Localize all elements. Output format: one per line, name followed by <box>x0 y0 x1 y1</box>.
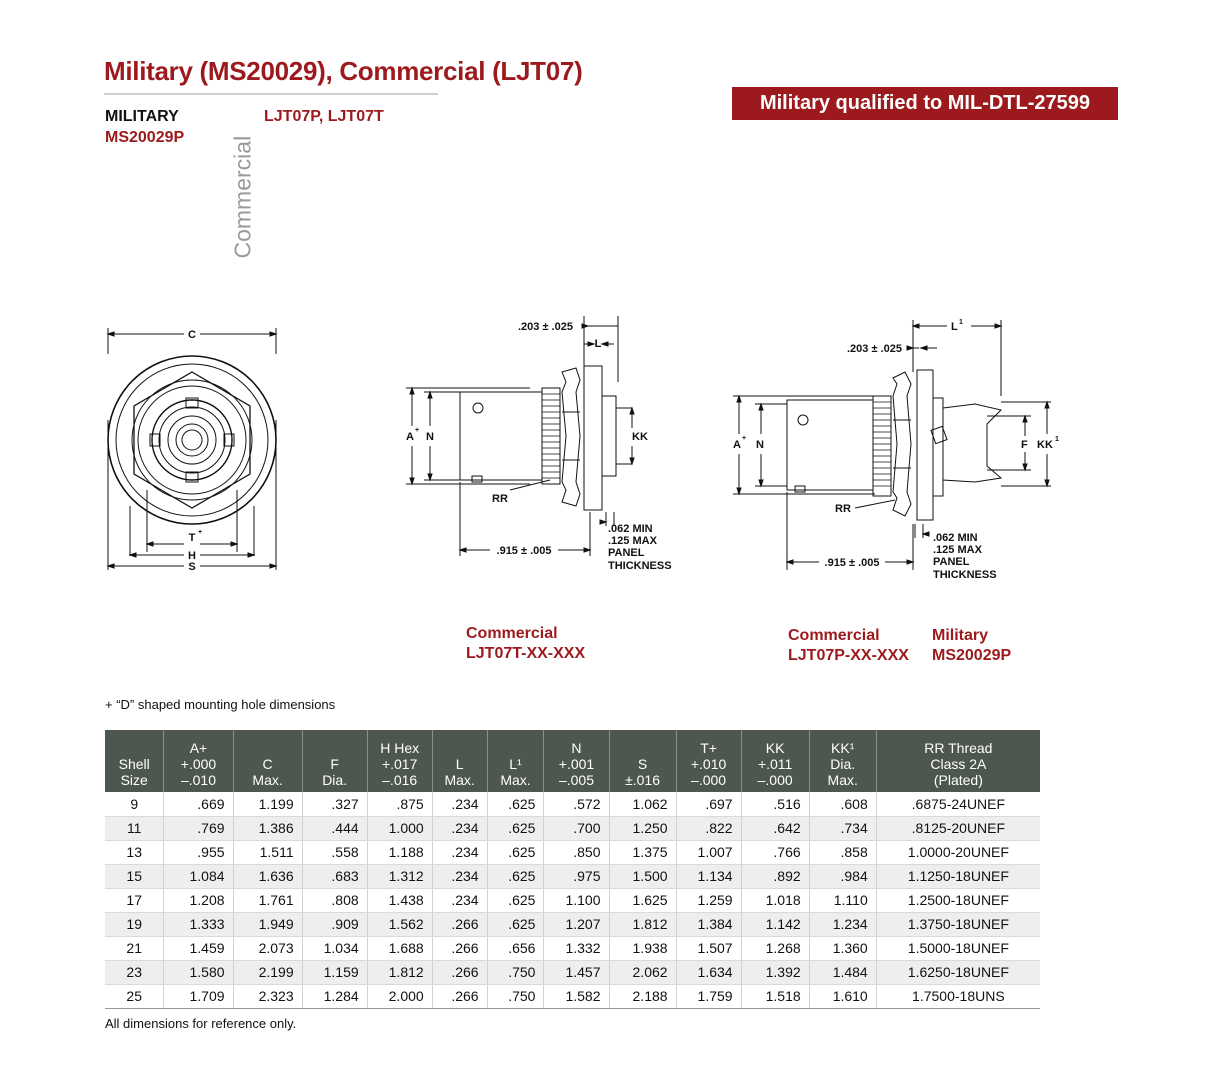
table-cell: 1.580 <box>164 960 233 984</box>
table-cell: .892 <box>741 864 809 888</box>
table-cell: 1.007 <box>676 840 741 864</box>
table-cell: 21 <box>105 936 164 960</box>
panel-note-4: THICKNESS <box>608 560 672 572</box>
table-cell: 23 <box>105 960 164 984</box>
table-cell: 1.709 <box>164 984 233 1008</box>
table-cell: 9 <box>105 792 164 816</box>
table-cell: .266 <box>432 912 487 936</box>
table-cell: 1.438 <box>367 888 432 912</box>
table-cell: .909 <box>302 912 367 936</box>
column-header-line: KK¹ <box>831 740 855 756</box>
table-cell: .234 <box>432 816 487 840</box>
table-cell: 19 <box>105 912 164 936</box>
table-cell: .625 <box>487 912 544 936</box>
column-header-line: L <box>455 756 464 772</box>
dim-t: T <box>188 532 196 544</box>
table-cell: 13 <box>105 840 164 864</box>
table-cell: 1.000 <box>367 816 432 840</box>
panel-note-1: .062 MIN <box>608 523 653 535</box>
table-cell: 1.761 <box>233 888 302 912</box>
table-cell: 2.062 <box>609 960 676 984</box>
table-cell: 1.268 <box>741 936 809 960</box>
table-cell: .766 <box>741 840 809 864</box>
title-divider <box>104 93 438 95</box>
dim-915-p: .915 ± .005 <box>824 557 880 569</box>
table-cell: .984 <box>809 864 876 888</box>
table-cell: 1.812 <box>609 912 676 936</box>
table-row <box>105 936 1040 960</box>
column-header-line: Max. <box>500 772 531 788</box>
table-cell: 1.159 <box>302 960 367 984</box>
table-cell: 1.759 <box>676 984 741 1008</box>
table-cell: 1.084 <box>164 864 233 888</box>
dim-n-p: N <box>756 439 764 451</box>
caption-commercial-p-label: Commercial <box>788 627 880 644</box>
table-cell: 1.625 <box>609 888 676 912</box>
column-header-line: Class 2A <box>930 756 987 772</box>
footer-note: All dimensions for reference only. <box>105 1016 297 1031</box>
caption-commercial-t-label: Commercial <box>466 625 558 642</box>
mounting-hole-note: + “D” shaped mounting hole dimensions <box>105 697 336 712</box>
caption-commercial-t <box>466 624 585 664</box>
column-header-line: L¹ <box>509 756 522 772</box>
table-cell: 2.199 <box>233 960 302 984</box>
table-cell: 1.100 <box>544 888 609 912</box>
table-cell: 1.938 <box>609 936 676 960</box>
dim-kk: KK <box>632 431 648 443</box>
table-cell: .234 <box>432 792 487 816</box>
column-header <box>676 730 741 792</box>
panel-note-p-1: .062 MIN <box>933 532 978 544</box>
table-cell: 1.199 <box>233 792 302 816</box>
column-header <box>809 730 876 792</box>
table-cell: 1.392 <box>741 960 809 984</box>
table-cell: 1.259 <box>676 888 741 912</box>
table-cell: .734 <box>809 816 876 840</box>
table-row <box>105 912 1040 936</box>
column-header-line: Dia. <box>830 756 856 772</box>
column-header-line: C <box>262 756 273 772</box>
column-header-line: Max. <box>444 772 475 788</box>
column-header <box>487 730 544 792</box>
column-header <box>741 730 809 792</box>
column-header-line: S <box>637 756 648 772</box>
dim-t-mark: + <box>198 529 203 536</box>
table-cell: .6875-24UNEF <box>876 792 1040 816</box>
dim-a-mark: + <box>415 427 420 434</box>
table-cell: 1.062 <box>609 792 676 816</box>
dim-rr-p: RR <box>835 503 851 515</box>
table-cell: .608 <box>809 792 876 816</box>
table-row <box>105 840 1040 864</box>
table-cell: 1.7500-18UNS <box>876 984 1040 1008</box>
caption-military <box>932 626 1011 666</box>
column-header <box>876 730 1040 792</box>
table-cell: 2.000 <box>367 984 432 1008</box>
column-header-line: (Plated) <box>933 772 983 788</box>
table-cell: 1.518 <box>741 984 809 1008</box>
commercial-vertical-label <box>218 135 268 260</box>
column-header <box>544 730 609 792</box>
table-cell: .327 <box>302 792 367 816</box>
military-label: MILITARY <box>105 108 179 125</box>
column-header-line: –.005 <box>558 772 594 788</box>
table-cell: .625 <box>487 816 544 840</box>
table-cell: .697 <box>676 792 741 816</box>
table-cell: 2.188 <box>609 984 676 1008</box>
dim-s: S <box>188 561 196 573</box>
column-header-line: Max. <box>827 772 858 788</box>
table-cell: 1.5000-18UNEF <box>876 936 1040 960</box>
military-qualified-badge: Military qualified to MIL-DTL-27599 <box>732 87 1118 120</box>
table-row <box>105 792 1040 816</box>
column-header-line: Size <box>120 772 148 788</box>
table-cell: 1.636 <box>233 864 302 888</box>
caption-military-label: Military <box>932 627 989 644</box>
side-view-ljt07t-drawing <box>400 312 690 577</box>
table-cell: 25 <box>105 984 164 1008</box>
table-row <box>105 864 1040 888</box>
table-cell: 1.6250-18UNEF <box>876 960 1040 984</box>
dim-c: C <box>188 329 196 341</box>
caption-commercial-t-part: LJT07T-XX-XXX <box>466 645 586 662</box>
column-header <box>609 730 676 792</box>
dim-a: A <box>406 431 414 443</box>
table-cell: .808 <box>302 888 367 912</box>
table-cell: 11 <box>105 816 164 840</box>
table-cell: .444 <box>302 816 367 840</box>
dim-h: H <box>188 550 196 562</box>
dim-a-mark-p: + <box>742 435 747 442</box>
table-cell: 1.034 <box>302 936 367 960</box>
table-cell: 1.562 <box>367 912 432 936</box>
table-cell: .750 <box>487 984 544 1008</box>
dim-l1-sup: 1 <box>959 319 963 326</box>
table-cell: .875 <box>367 792 432 816</box>
column-header <box>367 730 432 792</box>
table-cell: 1.018 <box>741 888 809 912</box>
dim-kk1: KK <box>1037 439 1053 451</box>
caption-commercial-p-part: LJT07P-XX-XXX <box>788 647 909 664</box>
dimensions-table <box>105 730 1040 1009</box>
dim-l: L <box>594 338 602 350</box>
column-header-line: A+ <box>189 740 208 756</box>
table-cell: .625 <box>487 888 544 912</box>
table-cell: 1.142 <box>741 912 809 936</box>
table-cell: .850 <box>544 840 609 864</box>
table-cell: 1.459 <box>164 936 233 960</box>
table-cell: 1.284 <box>302 984 367 1008</box>
table-cell: 1.610 <box>809 984 876 1008</box>
page-title: Military (MS20029), Commercial (LJT07) <box>104 56 583 86</box>
table-cell: .858 <box>809 840 876 864</box>
panel-note-p-3: PANEL <box>933 556 970 568</box>
column-header-line: +.010 <box>690 756 727 772</box>
table-cell: 1.110 <box>809 888 876 912</box>
column-header-line: ±.016 <box>625 772 660 788</box>
table-cell: 1.384 <box>676 912 741 936</box>
table-cell: .955 <box>164 840 233 864</box>
column-header-line: KK <box>765 740 785 756</box>
column-header-line: RR Thread <box>924 740 993 756</box>
table-cell: .625 <box>487 792 544 816</box>
table-cell: 1.2500-18UNEF <box>876 888 1040 912</box>
column-header-line: Shell <box>118 756 150 772</box>
table-cell: 1.511 <box>233 840 302 864</box>
table-cell: 1.234 <box>809 912 876 936</box>
panel-note-3: PANEL <box>608 547 645 559</box>
dim-n: N <box>426 431 434 443</box>
table-cell: .266 <box>432 960 487 984</box>
table-cell: 1.208 <box>164 888 233 912</box>
table-cell: 1.188 <box>367 840 432 864</box>
military-part-number: MS20029P <box>105 129 185 146</box>
table-cell: 1.484 <box>809 960 876 984</box>
column-header-line: +.017 <box>381 756 418 772</box>
table-cell: .516 <box>741 792 809 816</box>
table-cell: 1.688 <box>367 936 432 960</box>
dim-203: .203 ± .025 <box>518 321 573 333</box>
table-cell: .266 <box>432 984 487 1008</box>
dim-a-p: A <box>733 439 741 451</box>
dim-f: F <box>1021 439 1028 451</box>
dim-l1: L <box>951 321 958 333</box>
column-header-line: Dia. <box>322 772 348 788</box>
table-cell: 1.582 <box>544 984 609 1008</box>
table-cell: 1.333 <box>164 912 233 936</box>
table-cell: 1.207 <box>544 912 609 936</box>
table-cell: 15 <box>105 864 164 888</box>
table-cell: .625 <box>487 840 544 864</box>
table-cell: 1.3750-18UNEF <box>876 912 1040 936</box>
column-header-line: +.011 <box>757 756 793 772</box>
dim-rr: RR <box>492 493 508 505</box>
caption-military-part: MS20029P <box>932 647 1012 664</box>
table-cell: 1.134 <box>676 864 741 888</box>
column-header-line: N <box>571 740 582 756</box>
column-header-line: F <box>330 756 339 772</box>
table-cell: 1.0000-20UNEF <box>876 840 1040 864</box>
table-cell: 1.386 <box>233 816 302 840</box>
table-cell: 1.250 <box>609 816 676 840</box>
column-header <box>302 730 367 792</box>
table-cell: .234 <box>432 888 487 912</box>
commercial-vertical-text: Commercial <box>229 135 256 259</box>
table-cell: .572 <box>544 792 609 816</box>
table-cell: .8125-20UNEF <box>876 816 1040 840</box>
table-header-row <box>105 730 1040 792</box>
column-header-line: –.016 <box>382 772 418 788</box>
table-cell: .656 <box>487 936 544 960</box>
table-cell: .700 <box>544 816 609 840</box>
column-header-line: –.000 <box>691 772 727 788</box>
table-cell: 1.634 <box>676 960 741 984</box>
table-cell: 1.500 <box>609 864 676 888</box>
table-body <box>105 792 1040 1008</box>
table-cell: 1.360 <box>809 936 876 960</box>
table-cell: 2.073 <box>233 936 302 960</box>
dim-kk1-sup: 1 <box>1055 436 1059 443</box>
table-cell: 17 <box>105 888 164 912</box>
column-header <box>233 730 302 792</box>
column-header-line: +.001 <box>558 756 595 772</box>
table-cell: .234 <box>432 840 487 864</box>
table-row <box>105 816 1040 840</box>
table-cell: .975 <box>544 864 609 888</box>
table-cell: 1.375 <box>609 840 676 864</box>
table-row <box>105 888 1040 912</box>
side-view-ljt07p-drawing <box>725 312 1065 587</box>
table-cell: .683 <box>302 864 367 888</box>
table-cell: 1.949 <box>233 912 302 936</box>
commercial-part-numbers: LJT07P, LJT07T <box>264 108 384 125</box>
table-row <box>105 984 1040 1008</box>
panel-note-p-4: THICKNESS <box>933 569 997 581</box>
dim-915: .915 ± .005 <box>496 545 552 557</box>
table-cell: 1.812 <box>367 960 432 984</box>
column-header-line: Max. <box>252 772 283 788</box>
column-header <box>105 730 164 792</box>
column-header-line: +.000 <box>180 756 217 772</box>
front-view-drawing <box>100 320 290 580</box>
column-header-line: H Hex <box>380 740 420 756</box>
table-cell: .642 <box>741 816 809 840</box>
table-cell: .669 <box>164 792 233 816</box>
dim-203-p: .203 ± .025 <box>847 343 902 355</box>
table-cell: .750 <box>487 960 544 984</box>
column-header <box>432 730 487 792</box>
table-cell: 1.312 <box>367 864 432 888</box>
table-cell: .822 <box>676 816 741 840</box>
table-cell: .625 <box>487 864 544 888</box>
column-header-line: T+ <box>700 740 717 756</box>
panel-note-2: .125 MAX <box>608 535 657 547</box>
table-cell: 1.457 <box>544 960 609 984</box>
column-header-line: –.000 <box>757 772 793 788</box>
table-cell: 1.332 <box>544 936 609 960</box>
caption-commercial-p <box>788 626 909 666</box>
table-cell: .769 <box>164 816 233 840</box>
table-cell: 1.1250-18UNEF <box>876 864 1040 888</box>
table-cell: 1.507 <box>676 936 741 960</box>
table-row <box>105 960 1040 984</box>
table-cell: .266 <box>432 936 487 960</box>
table-cell: 2.323 <box>233 984 302 1008</box>
table-cell: .234 <box>432 864 487 888</box>
column-header-line: –.010 <box>180 772 216 788</box>
table-cell: .558 <box>302 840 367 864</box>
panel-note-p-2: .125 MAX <box>933 544 982 556</box>
column-header <box>164 730 233 792</box>
